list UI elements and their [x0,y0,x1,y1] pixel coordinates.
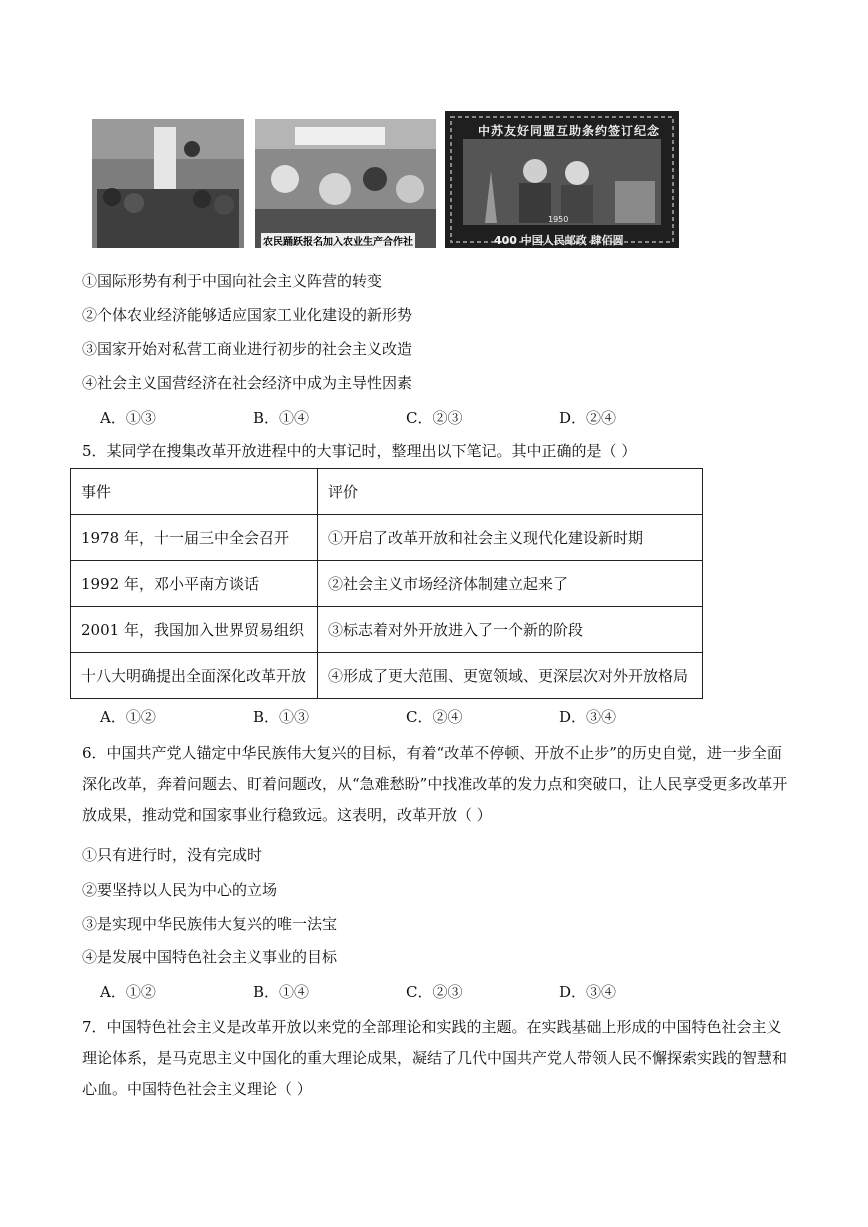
stamp-year: 1950 [548,215,569,224]
q6-statement-1: ①只有进行时，没有完成时 [82,846,263,864]
q4-statement-2: ②个体农业经济能够适应国家工业化建设的新形势 [82,306,413,324]
table-row [71,561,703,607]
q4-option-d[interactable]: D．②④ [559,409,617,427]
table-row [71,653,703,699]
q4-options [100,407,712,429]
q4-statement-4: ④社会主义国营经济在社会经济中成为主导性因素 [82,374,413,392]
q6-statement-4: ④是发展中国特色社会主义事业的目标 [82,948,338,966]
stamp-denomination: 400 中国人民邮政 肆佰圆 [494,234,624,247]
historical-photo-farmers-joining-cooperative [255,119,436,248]
q5-table [70,468,703,699]
q5-stem: 5．某同学在搜集改革开放进程中的大事记时，整理出以下笔记。其中正确的是（ ） [82,442,637,460]
q6-option-b[interactable]: B．①④ [253,983,310,1001]
q6-stem: 6．中国共产党人锚定中华民族伟大复兴的目标，有着“改革不停顿、开放不止步”的历史自觉，进一步全面深化改革，奔着问题去、盯着问题改，从“急难愁盼”中找准改革的发力点和突破口，让人民享受更多改革开放成果，推动党和国家事业行稳致远。这表明，改革开放（ ） [82,744,788,824]
q4-option-b[interactable]: B．①④ [253,409,310,427]
q5-option-c[interactable]: C．②④ [406,708,463,726]
table-row [71,515,703,561]
q5-option-a[interactable]: A．①② [100,708,156,726]
table-cell-event: 1978 年，十一届三中全会召开 [71,515,318,561]
table-cell-evaluation: ④形成了更大范围、更宽领域、更深层次对外开放格局 [318,653,703,699]
photo-caption: 农民踊跃报名加入农业生产合作社 [261,233,415,248]
table-row [71,607,703,653]
table-cell-event: 1992 年，邓小平南方谈话 [71,561,318,607]
q6-statement-2: ②要坚持以人民为中心的立场 [82,881,278,899]
q7-stem: 7．中国特色社会主义是改革开放以来党的全部理论和实践的主题。在实践基础上形成的中国特色社会主义理论体系，是马克思主义中国化的重大理论成果，凝结了几代中国共产党人带领人民不懈探索实践的智慧和心血。中国特色社会主义理论（ ） [82,1018,788,1098]
q6-option-a[interactable]: A．①② [100,983,156,1001]
table-cell-event: 2001 年，我国加入世界贸易组织 [71,607,318,653]
table-header-row [71,469,703,515]
table-cell-event: 十八大明确提出全面深化改革开放 [71,653,318,699]
table-cell-evaluation: ②社会主义市场经济体制建立起来了 [318,561,703,607]
q4-option-a[interactable]: A．①③ [100,409,156,427]
q6-option-c[interactable]: C．②③ [406,983,463,1001]
q6-options [100,981,712,1003]
historical-photo-commune-sign [92,119,244,248]
q4-statement-3: ③国家开始对私营工商业进行初步的社会主义改造 [82,340,413,358]
q5-option-d[interactable]: D．③④ [559,708,617,726]
stamp-title: 中苏友好同盟互助条约签订纪念 [478,124,661,138]
table-header-evaluation: 评价 [318,469,703,515]
q4-option-c[interactable]: C．②③ [406,409,463,427]
table-cell-evaluation: ①开启了改革开放和社会主义现代化建设新时期 [318,515,703,561]
table-header-event: 事件 [71,469,318,515]
q5-option-b[interactable]: B．①③ [253,708,310,726]
q5-options [100,706,712,728]
q4-statement-1: ①国际形势有利于中国向社会主义阵营的转变 [82,272,383,290]
q6-option-d[interactable]: D．③④ [559,983,617,1001]
q6-statement-3: ③是实现中华民族伟大复兴的唯一法宝 [82,915,338,933]
table-cell-evaluation: ③标志着对外开放进入了一个新的阶段 [318,607,703,653]
